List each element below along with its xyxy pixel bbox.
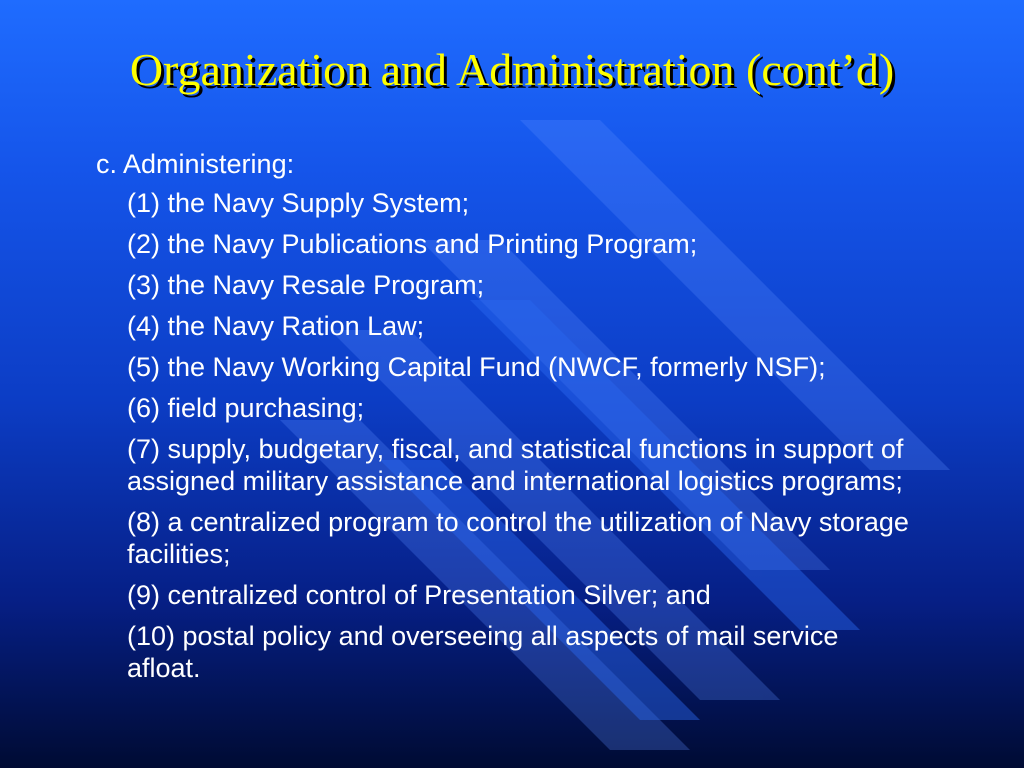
- slide-title: Organization and Administration (cont’d): [129, 44, 895, 95]
- slide-body: [96, 148, 926, 684]
- list-item: (8) a centralized program to control the utilization of Navy storage facilities;: [127, 507, 909, 569]
- list-item: (5) the Navy Working Capital Fund (NWCF, formerly NSF);: [127, 352, 826, 382]
- section-heading: c. Administering:: [96, 149, 295, 179]
- administering-list: [96, 187, 926, 684]
- list-item: (3) the Navy Resale Program;: [127, 270, 485, 300]
- list-item: (1) the Navy Supply System;: [127, 188, 470, 218]
- list-item: (6) field purchasing;: [127, 393, 365, 423]
- list-item: (10) postal policy and overseeing all aspects of mail service afloat.: [127, 621, 839, 683]
- list-item: (7) supply, budgetary, fiscal, and statistical functions in support of assigned military assistance and international logistics programs;: [127, 434, 904, 496]
- list-item: (9) centralized control of Presentation Silver; and: [127, 580, 711, 610]
- list-item: (2) the Navy Publications and Printing Program;: [127, 229, 698, 259]
- list-item: (4) the Navy Ration Law;: [127, 311, 425, 341]
